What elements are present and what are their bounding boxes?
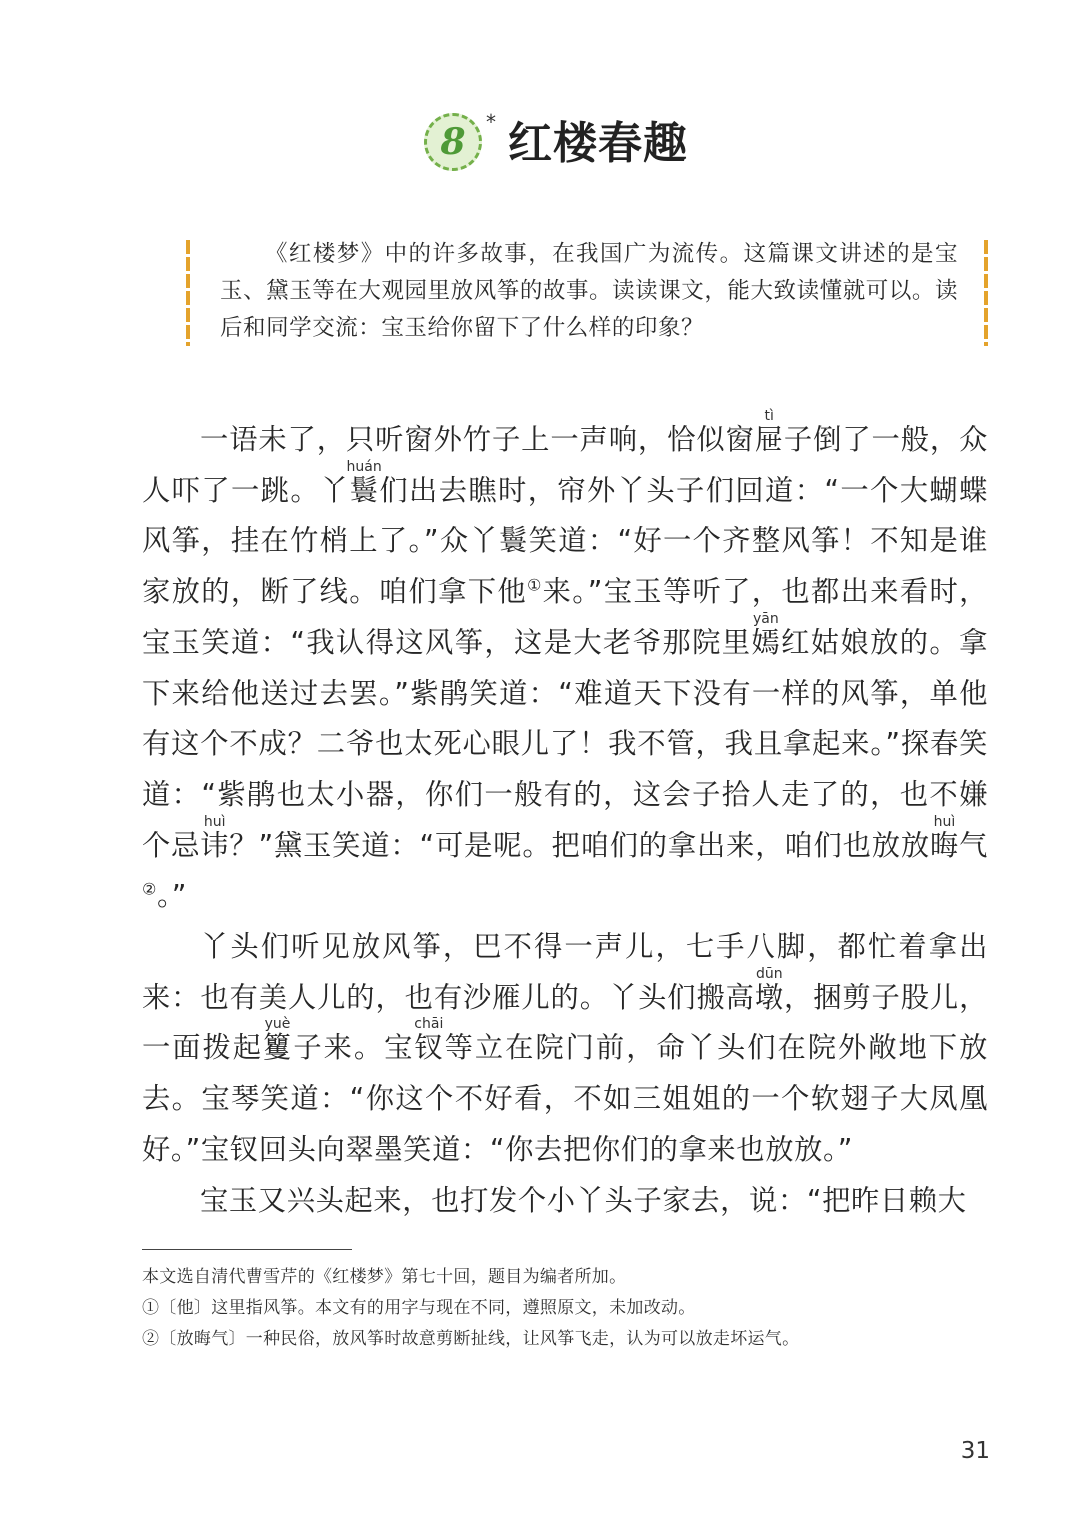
footnote-2: ②〔放晦气〕一种民俗，放风筝时故意剪断扯线，让风筝飞走，认为可以放走坏运气。 (142, 1329, 800, 1349)
footnote-ref-1[interactable]: ① (526, 575, 543, 595)
pinyin-annotation: 钗chāi (414, 1016, 444, 1065)
lesson-header (0, 108, 1080, 178)
footnote-divider (142, 1249, 352, 1250)
pinyin-annotation: 籰yuè (263, 1016, 294, 1065)
footnote-source: 本文选自清代曹雪芹的《红楼梦》第七十回，题目为编者所加。 (142, 1267, 627, 1287)
text-segment: 等立在院门前，命丫头们在院外敞地下放去。宝琴笑道：“你这个不好看，不如三姐姐的一个软翅子大凤凰好。”宝钗回头向翠墨笑道：“你去把你们的拿来也放放。” (142, 1031, 988, 1166)
text-segment: 一语未了，只听窗外竹子上一声响，恰似窗 (200, 423, 755, 456)
text-segment: 来。”宝玉等听了，也都出来看时，宝玉笑道：“我认得这风筝，这是大老爷那院里 (142, 575, 988, 659)
text-segment: 们出去瞧时，帘外丫头子们回道：“一个大蝴蝶风筝，挂在竹梢上了。”众丫鬟笑道：“好一个齐整风筝！不知是谁家放的，断了线。咱们拿下他 (142, 473, 988, 609)
pinyin-annotation: 鬟huán (346, 458, 382, 507)
lesson-body (142, 409, 988, 1226)
lesson-number: 8 (440, 121, 466, 163)
text-segment: ？”黛玉笑道：“可是呢。把咱们的拿出来，咱们也放放 (229, 828, 930, 862)
guide-right-border (984, 240, 988, 346)
guide-left-border (186, 240, 190, 346)
pinyin-annotation: 嫣yān (751, 610, 782, 659)
text-segment: 子来。宝 (293, 1031, 415, 1065)
footnote-ref-2[interactable]: ② (142, 879, 157, 899)
lesson-star-mark: * (486, 110, 496, 134)
text-segment: 丫头们听见放风筝，巴不得一声儿，七手八脚，都忙着拿出来：也有美人儿的，也有沙雁儿的。丫头们搬高 (142, 930, 988, 1014)
page-number: 31 (960, 1438, 990, 1464)
pinyin-annotation: 讳huì (200, 813, 230, 862)
text-segment: 。” (156, 879, 187, 913)
pinyin-annotation: 晦huì (929, 813, 960, 862)
footnote-1: ①〔他〕这里指风筝。本文有的用字与现在不同，遵照原文，未加改动。 (142, 1298, 696, 1318)
pinyin-annotation: 墩dūn (754, 965, 784, 1014)
footnotes (142, 1262, 988, 1355)
text-segment: ，捆剪子股儿，一面拨起 (142, 980, 988, 1065)
lesson-title: 红楼春趣 (508, 118, 688, 169)
reading-guide-box (186, 236, 988, 348)
lesson-number-badge (424, 113, 482, 171)
paragraph-2 (142, 922, 988, 1176)
reading-guide-text: 《红楼梦》中的许多故事，在我国广为流传。这篇课文讲述的是宝玉、黛玉等在大观园里放风筝的故事。读读课文，能大致读懂就可以。读后和同学交流：宝玉给你留下了什么样的印象？ (220, 241, 958, 341)
paragraph-3: 宝玉又兴头起来，也打发个小丫头子家去，说：“把昨日赖大 (200, 1183, 967, 1217)
text-segment: 子倒了一般，众人吓了一跳。丫 (142, 423, 988, 507)
paragraph-1 (142, 409, 988, 922)
text-segment: 气 (959, 828, 988, 862)
pinyin-annotation: 屉tì (754, 408, 784, 456)
text-segment: 红姑娘放的。拿下来给他送过去罢。”紫鹃笑道：“难道天下没有一样的风筝，单他有这个不成？二爷也太死心眼儿了！我不管，我且拿起来。”探春笑道：“紫鹃也太小器，你们一般有的，这会子拾人走了的，也不嫌个忌 (142, 625, 988, 862)
